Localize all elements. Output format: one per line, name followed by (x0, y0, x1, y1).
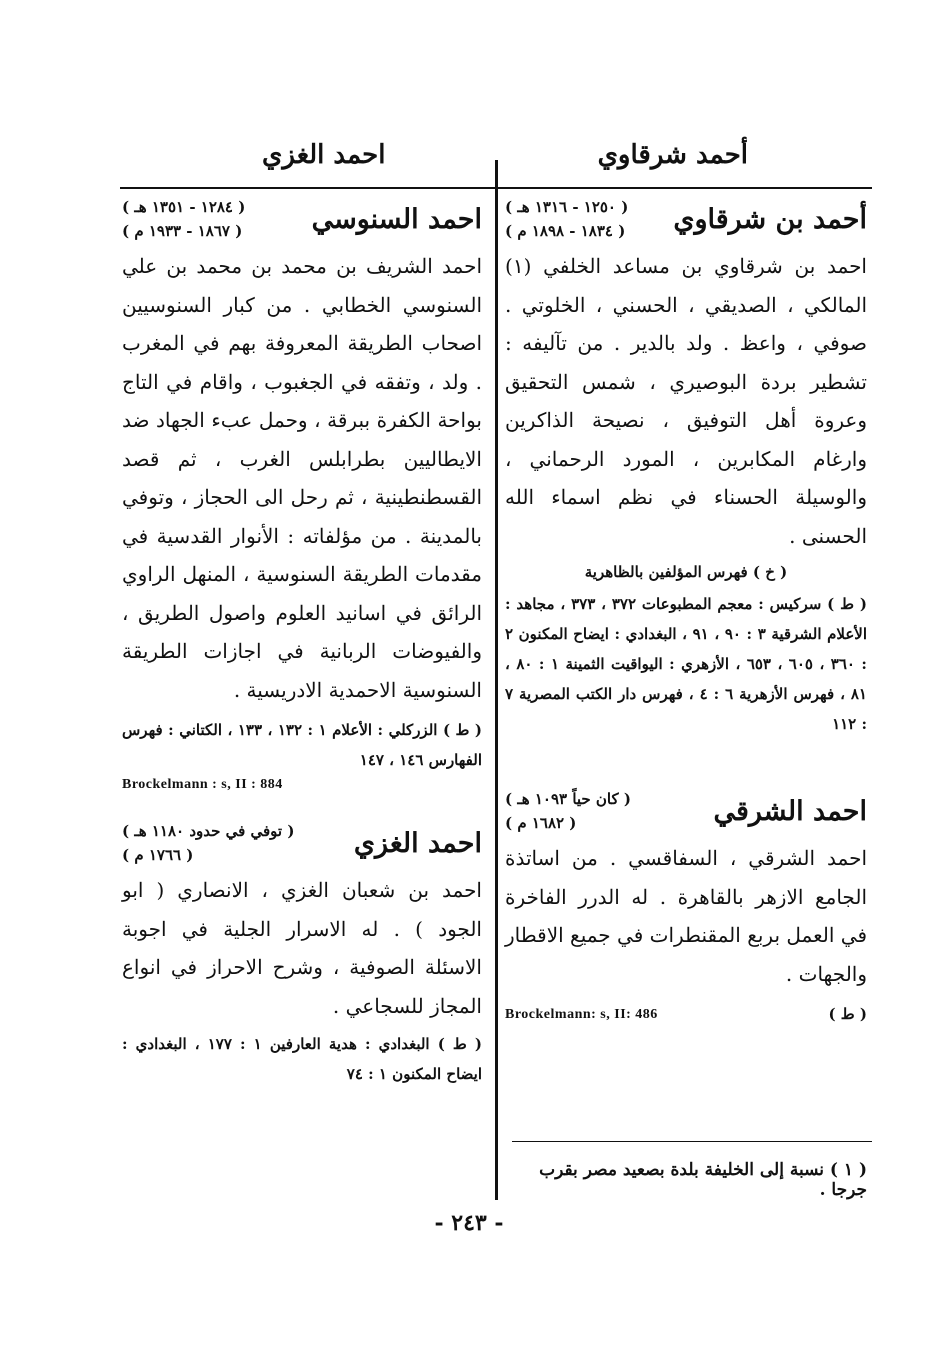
running-header-left: احمد الغزي (262, 140, 386, 170)
entry-body: احمد بن شرقاوي بن مساعد الخلفي (١) المالكي ، الصديقي ، الحسني ، الخلوتي . صوفي ، واعظ . ولد بالدير . من تآليفه : تشطير بردة البوصيري ، شمس التحقيق وعروة أهل التوفيق ، نصيحة الذاكرين وارغام المكابرين ، المورد الرحماني ، والوسيلة الحسناء في نظم اسماء الله الحسنى . (505, 254, 867, 548)
entry-ahmad-sharqawi (505, 195, 867, 739)
entry-heading (505, 195, 867, 243)
entry-body: احمد الشريف بن محمد بن محمد بن علي السنوسي الخطابي . من كبار السنوسيين اصحاب الطريقة المعروفة بهم في المغرب . ولد ، وتفقه في الجغبوب ، واقام في التاج بواحة الكفرة ببرقة ، وحمل عبء الجهاد ضد الايطاليين بطرابلس الغرب ، ثم قصد القسطنطينية ، ثم رحل الى الحجاز ، وتوفي بالمدينة . من مؤلفاته : الأنوار القدسية في مقدمات الطريقة السنوسية ، المنهل الراوي الرائق في اسانيد العلوم واصول الطريق ، والفيوضات الربانية في اجازات الطريقة السنوسية الاحمدية الادريسية . (122, 254, 482, 702)
footnote-rule (512, 1141, 872, 1142)
entry-dates (122, 195, 245, 243)
entry-ahmad-ghazzi (122, 819, 482, 1089)
entry-dates (505, 787, 631, 835)
hijri-dates: ( توفي في حدود ١١٨٠ هـ ) (122, 822, 295, 840)
right-column (505, 195, 867, 1029)
entry-dates (122, 819, 294, 867)
gregorian-dates: ( ١٦٨٢ م ) (505, 814, 577, 832)
brockelmann-ref: Brockelmann : s, II : 884 (122, 777, 283, 792)
print-ref: ( ط ) الزركلي : الأعلام ١ : ١٣٢ ، ١٣٣ ، الكتاني : فهرس الفهارس ١٤٦ ، ١٤٧ (122, 721, 483, 769)
entry-heading (505, 787, 867, 835)
entry-body: احمد الشرقي ، السفاقسي . من اساتذة الجامع الازهر بالقاهرة . له الدرر الفاخرة في العمل بربع المقنطرات في جميع الاقطار والجهات . (505, 846, 867, 986)
print-ref: ( ط ) البغدادي : هدية العارفين ١ : ١٧٧ ، البغدادي : ايضاح المكنون ١ : ٧٤ (122, 1035, 483, 1083)
running-header-right: أحمد شرقاوي (597, 140, 748, 170)
entry-ahmad-sharqi (505, 787, 867, 1029)
entry-name: احمد الشرقي (713, 795, 867, 827)
print-ref: ( ط ) (828, 1005, 867, 1023)
gregorian-dates: ( ١٨٦٧ - ١٩٣٣ م ) (122, 222, 243, 240)
entry-body: احمد بن شعبان الغزي ، الانصاري ( ابو الجود ) . له الاسرار الجلية في اجوبة الاسئلة الصوفية ، وشرح الاحراز في انواع المجاز للسجاعي . (122, 878, 482, 1018)
brockelmann-ref: Brockelmann: s, II: 486 (505, 1007, 658, 1022)
gregorian-dates: ( ١٨٣٤ - ١٨٩٨ م ) (505, 222, 626, 240)
print-ref: ( ط ) سركيس : معجم المطبوعات ٣٧٢ ، ٣٧٣ ، مجاهد : الأعلام الشرقية ٣ : ٩٠ ، ٩١ ، البغدادي : ايضاح المكنون ٢ : ٣٦٠ ، ٦٠٥ ، ٦٥٣ ، الأزهري : اليواقيت الثمينة ١ : ٨٠ ، ٨١ ، فهرس الأزهرية ٦ : ٤ ، فهرس دار الكتب المصرية ٧ : ١١٢ (505, 595, 868, 733)
entry-heading (122, 819, 482, 867)
gregorian-dates: ( ١٧٦٦ م ) (122, 846, 194, 864)
footnote: ( ١ ) نسبة إلى الخليفة بلدة بصعيد مصر بقرب جرجا . (539, 1160, 867, 1200)
page-number: - ٢٤٣ - (434, 1210, 504, 1236)
column-divider (495, 160, 498, 1200)
entry-ahmad-sanusi (122, 195, 482, 793)
left-column (122, 195, 482, 1089)
reference-line (505, 999, 867, 1029)
hijri-dates: ( ١٢٥٠ - ١٣١٦ هـ ) (505, 198, 629, 216)
entry-heading (122, 195, 482, 243)
entry-dates (505, 195, 628, 243)
entry-name: أحمد بن شرقاوي (673, 203, 867, 235)
entry-name: احمد الغزي (353, 827, 482, 859)
manuscript-ref: ( خ ) فهرس المؤلفين بالظاهرية (584, 563, 788, 581)
hijri-dates: ( ١٢٨٤ - ١٣٥١ هـ ) (122, 198, 246, 216)
hijri-dates: ( كان حياً ١٠٩٣ هـ ) (505, 790, 631, 808)
entry-name: احمد السنوسي (311, 203, 482, 235)
